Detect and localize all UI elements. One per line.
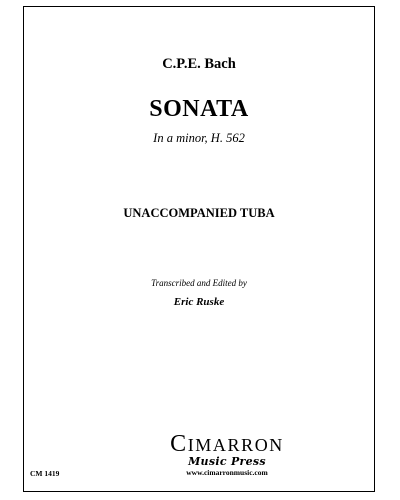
- piece-title: SONATA: [149, 96, 249, 122]
- credit-label: Transcribed and Edited by: [151, 278, 247, 288]
- publisher-name-rest: IMARRON: [187, 435, 284, 455]
- catalog-number: CM 1419: [30, 469, 60, 478]
- publisher-name-initial: C: [170, 431, 188, 457]
- publisher-name: [152, 431, 302, 457]
- publisher-subtitle: Music Press: [188, 455, 266, 468]
- publisher-logo: [152, 431, 302, 478]
- composer-name: C.P.E. Bach: [162, 56, 236, 72]
- publisher-url: www.cimarronmusic.com: [186, 468, 268, 477]
- piece-subtitle: In a minor, H. 562: [153, 131, 245, 145]
- cover-frame: [23, 6, 375, 492]
- editor-name: Eric Ruske: [173, 296, 225, 308]
- instrumentation: UNACCOMPANIED TUBA: [123, 206, 275, 220]
